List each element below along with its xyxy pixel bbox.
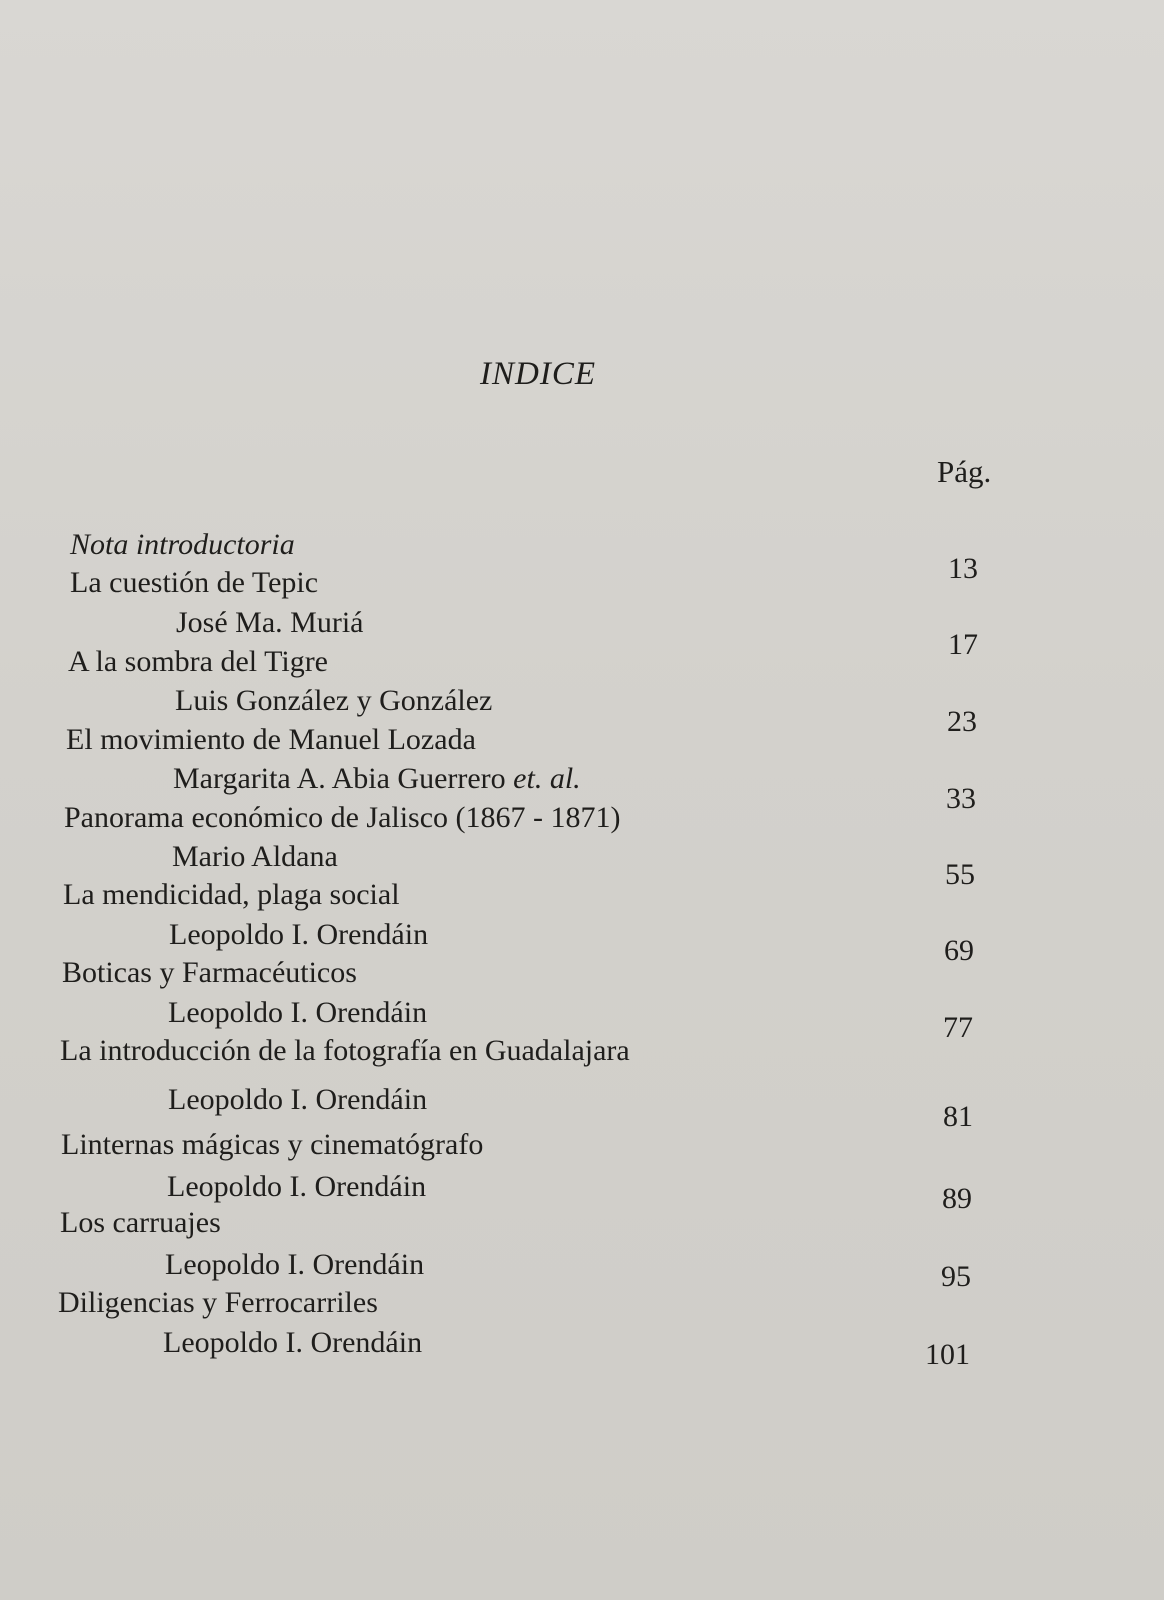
toc-entry-title: Boticas y Farmacéuticos <box>62 956 357 989</box>
page-title: INDICE <box>480 356 596 392</box>
toc-entry-page: 55 <box>945 858 975 891</box>
toc-entry-author: Luis González y González <box>175 684 493 717</box>
toc-entry-page: 101 <box>925 1338 970 1371</box>
author-suffix: et. al. <box>513 762 581 795</box>
toc-entry-title: El movimiento de Manuel Lozada <box>66 723 476 756</box>
toc-entry-title: La cuestión de Tepic <box>70 566 319 599</box>
toc-entry-page: 13 <box>948 552 978 585</box>
toc-entry-author: Mario Aldana <box>172 840 338 873</box>
toc-entry-author: Leopoldo I. Orendáin <box>165 1248 425 1281</box>
toc-entry-author: Leopoldo I. Orendáin <box>167 1170 427 1203</box>
toc-entry-title: Los carruajes <box>60 1206 221 1239</box>
author-name: Margarita A. Abia Guerrero <box>173 762 506 795</box>
toc-entry-author: Leopoldo I. Orendáin <box>163 1326 423 1359</box>
toc-entry-title: Diligencias y Ferrocarriles <box>58 1286 378 1319</box>
toc-entry-page: 69 <box>944 934 974 967</box>
toc-entry-page: 95 <box>941 1260 971 1293</box>
toc-entry-title: Nota introductoria <box>70 528 295 561</box>
toc-entry-page: 81 <box>943 1100 973 1133</box>
toc-entry-page: 89 <box>942 1182 972 1215</box>
toc-entry-title: Panorama económico de Jalisco (1867 - 1871) <box>64 801 621 834</box>
toc-entry-author: Leopoldo I. Orendáin <box>168 996 428 1029</box>
toc-entry-author <box>173 762 581 796</box>
toc-entry-title: A la sombra del Tigre <box>68 645 328 678</box>
toc-entry-page: 17 <box>948 628 978 661</box>
toc-entry-title: La introducción de la fotografía en Guadalajara <box>60 1034 630 1067</box>
toc-entry-author: Leopoldo I. Orendáin <box>168 1083 428 1116</box>
toc-entry-title: Linternas mágicas y cinematógrafo <box>61 1128 484 1161</box>
toc-entry-author: Leopoldo I. Orendáin <box>169 918 429 951</box>
toc-entry-page: 23 <box>947 705 977 738</box>
toc-entry-title: La mendicidad, plaga social <box>63 878 400 911</box>
toc-entry-page: 77 <box>943 1011 973 1044</box>
toc-entry-page: 33 <box>946 782 976 815</box>
toc-entry-author: José Ma. Muriá <box>176 606 364 639</box>
page-column-label: Pág. <box>937 454 992 489</box>
